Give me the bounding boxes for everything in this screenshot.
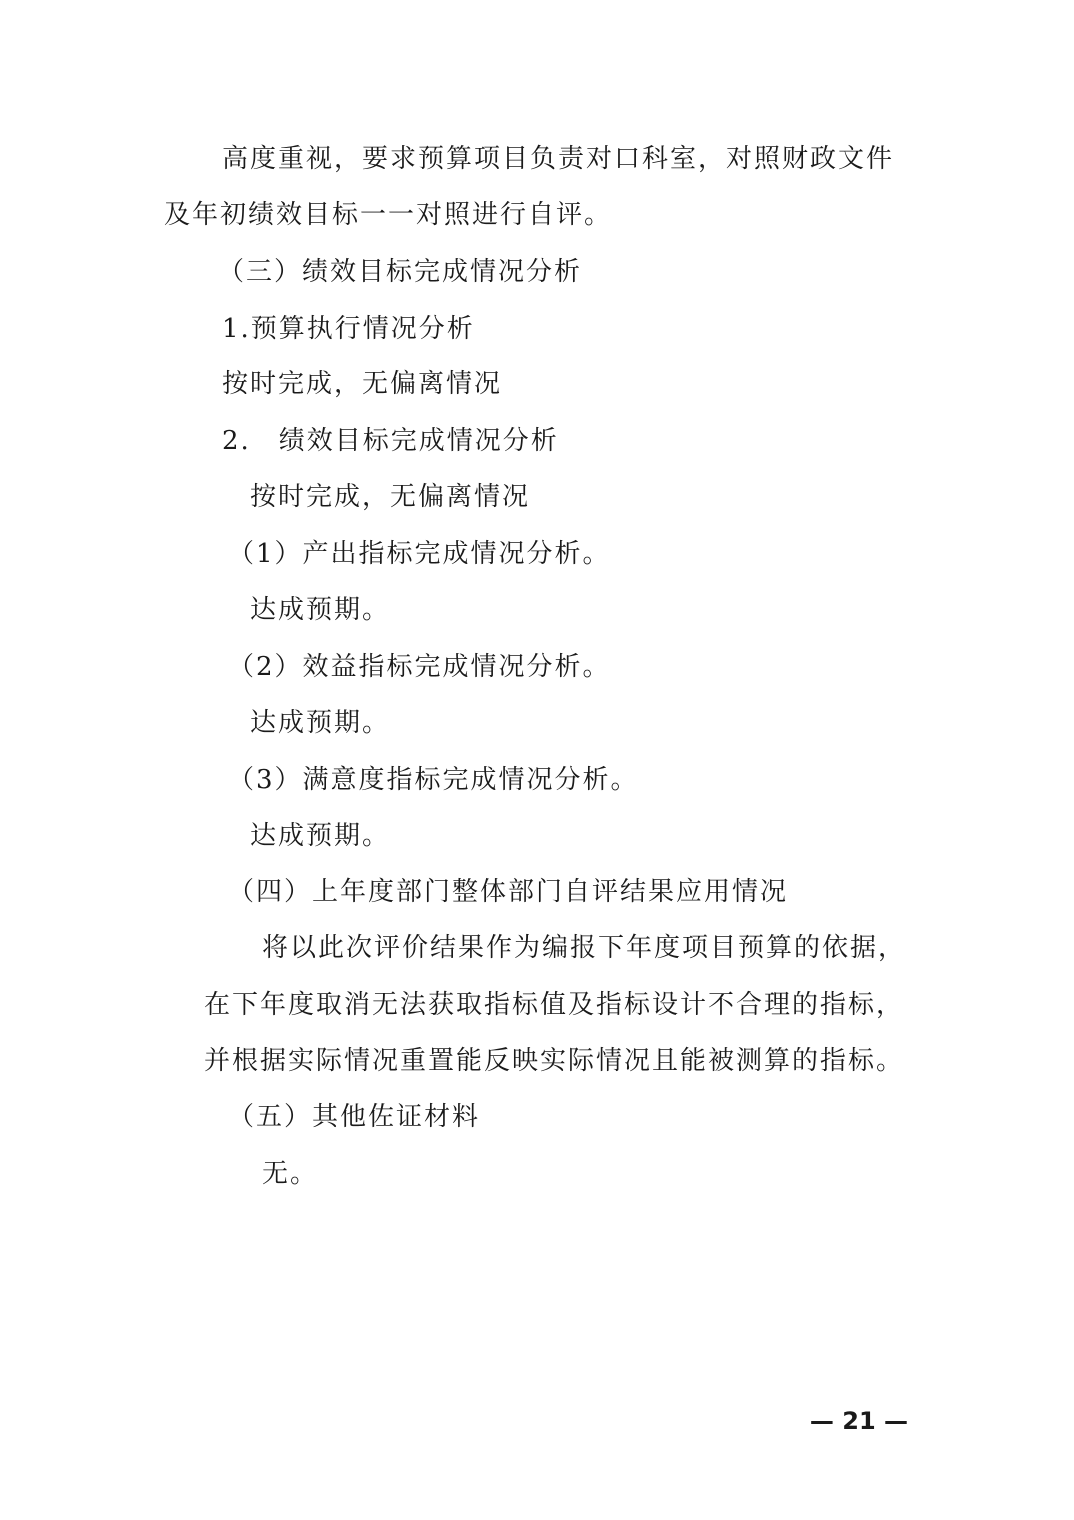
text-line: 按时完成，无偏离情况 [222, 369, 503, 399]
text-line: 将以此次评价结果作为编报下年度项目预算的依据， [262, 933, 907, 963]
subsection-heading: 2. 绩效目标完成情况分析 [222, 426, 559, 456]
text-line: 达成预期。 [250, 595, 391, 625]
section-heading: （三）绩效目标完成情况分析 [218, 257, 583, 287]
section-heading: （五）其他佐证材料 [228, 1102, 481, 1132]
text-line: 并根据实际情况重置能反映实际情况且能被测算的指标。 [204, 1046, 905, 1076]
text-line: 及年初绩效目标一一对照进行自评。 [164, 200, 613, 230]
subsection-heading: （1）产出指标完成情况分析。 [228, 539, 611, 569]
text-line: 达成预期。 [250, 821, 391, 851]
subsection-heading: 1.预算执行情况分析 [222, 314, 475, 344]
text-line: 达成预期。 [250, 708, 391, 738]
page-number: — 21 — [809, 1407, 908, 1435]
text-line: 在下年度取消无法获取指标值及指标设计不合理的指标， [204, 990, 905, 1020]
subsection-heading: （2）效益指标完成情况分析。 [228, 652, 611, 682]
text-line: 按时完成，无偏离情况 [250, 482, 531, 512]
text-line: 高度重视，要求预算项目负责对口科室，对照财政文件 [222, 144, 895, 174]
text-line: 无。 [262, 1159, 319, 1189]
subsection-heading: （3）满意度指标完成情况分析。 [228, 765, 639, 795]
section-heading: （四）上年度部门整体部门自评结果应用情况 [228, 877, 789, 907]
